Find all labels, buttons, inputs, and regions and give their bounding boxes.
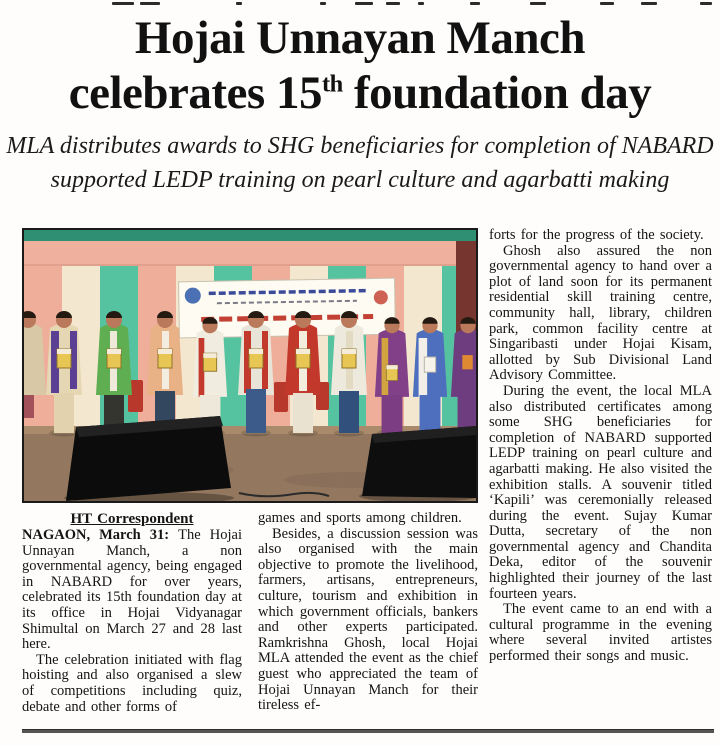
cropped-text-remnant <box>0 0 720 8</box>
article-subheadline <box>0 129 720 197</box>
lower-columns <box>22 511 478 715</box>
article-paragraph: Ghosh also assured the non governmental agency to hand over a plot of land soon for its permanent residential skill training centre, community hall, library, children park, common facility centre at Singaribasti under Hojai Kisam, allotted by Sub Divisional Land Advisory Committee. <box>489 242 712 384</box>
headline-line-2: celebrates 15th foundation day <box>68 67 652 119</box>
article-paragraph: The event came to an end with a cultural programme in the evening where several invited artistes performed their songs and music. <box>489 601 712 665</box>
column-1-text <box>22 528 242 715</box>
column-3-text <box>489 228 712 665</box>
article-headline <box>0 0 720 121</box>
column-2-text <box>258 511 478 714</box>
ordinal-superscript: th <box>321 70 343 98</box>
bottom-rule <box>22 729 714 733</box>
column-3 <box>489 228 712 715</box>
byline: HT Correspondent <box>70 511 194 527</box>
article-body <box>22 228 712 715</box>
column-1 <box>22 511 242 715</box>
article-paragraph: NAGAON, March 31: The Hojai Unnayan Manch, a non governmental agency, being engaged in NABARD for over years, celebrated its 15th foundation day at its office in Hojai Vidyanagar Shimultal on March 27 and 28 last here. <box>22 527 242 653</box>
article-photo <box>22 228 478 503</box>
dateline: NAGAON, March 31: <box>22 527 179 543</box>
column-2 <box>258 511 478 715</box>
article-paragraph: games and sports among children. <box>258 510 462 526</box>
headline-line-1: Hojai Unnayan Manch <box>134 12 586 64</box>
article-paragraph: forts for the progress of the society. <box>489 227 704 243</box>
article-paragraph: During the event, the local MLA also distributed certificates among some SHG beneficiaries for completion of NABARD supported LEDP training on pearl culture and agarbatti making. He also visited the exhibition stalls. A souvenir titled ‘Kapili’ was ceremonially released during the event. Sujay Kumar Dutta, secretary of the non governmental agency and Chandita Deka, editor of the souvenir highlighted their journey of the last fourteen years. <box>489 382 712 602</box>
subheadline-line-2: supported LEDP training on pearl culture and agarbatti making <box>50 167 670 193</box>
stage-photo-illustration <box>24 230 476 501</box>
photo-and-columns-block <box>22 228 478 715</box>
subheadline-line-1: MLA distributes awards to SHG beneficiaries for completion of NABARD <box>6 133 714 159</box>
article-paragraph: Besides, a discussion session was also organised with the main objective to promote the livelihood, farmers, artisans, entrepreneurs, culture, tourism and exhibition in which government officials, bankers and other experts participated. Ramkrishna Ghosh, local Hojai MLA attended the event as the chief guest who appreciated the team of Hojai Unnayan Manch for their tireless ef- <box>258 525 478 714</box>
article-paragraph: The celebration initiated with flag hoisting and also organised a slew of competitions including quiz, debate and other forms of <box>22 651 242 715</box>
